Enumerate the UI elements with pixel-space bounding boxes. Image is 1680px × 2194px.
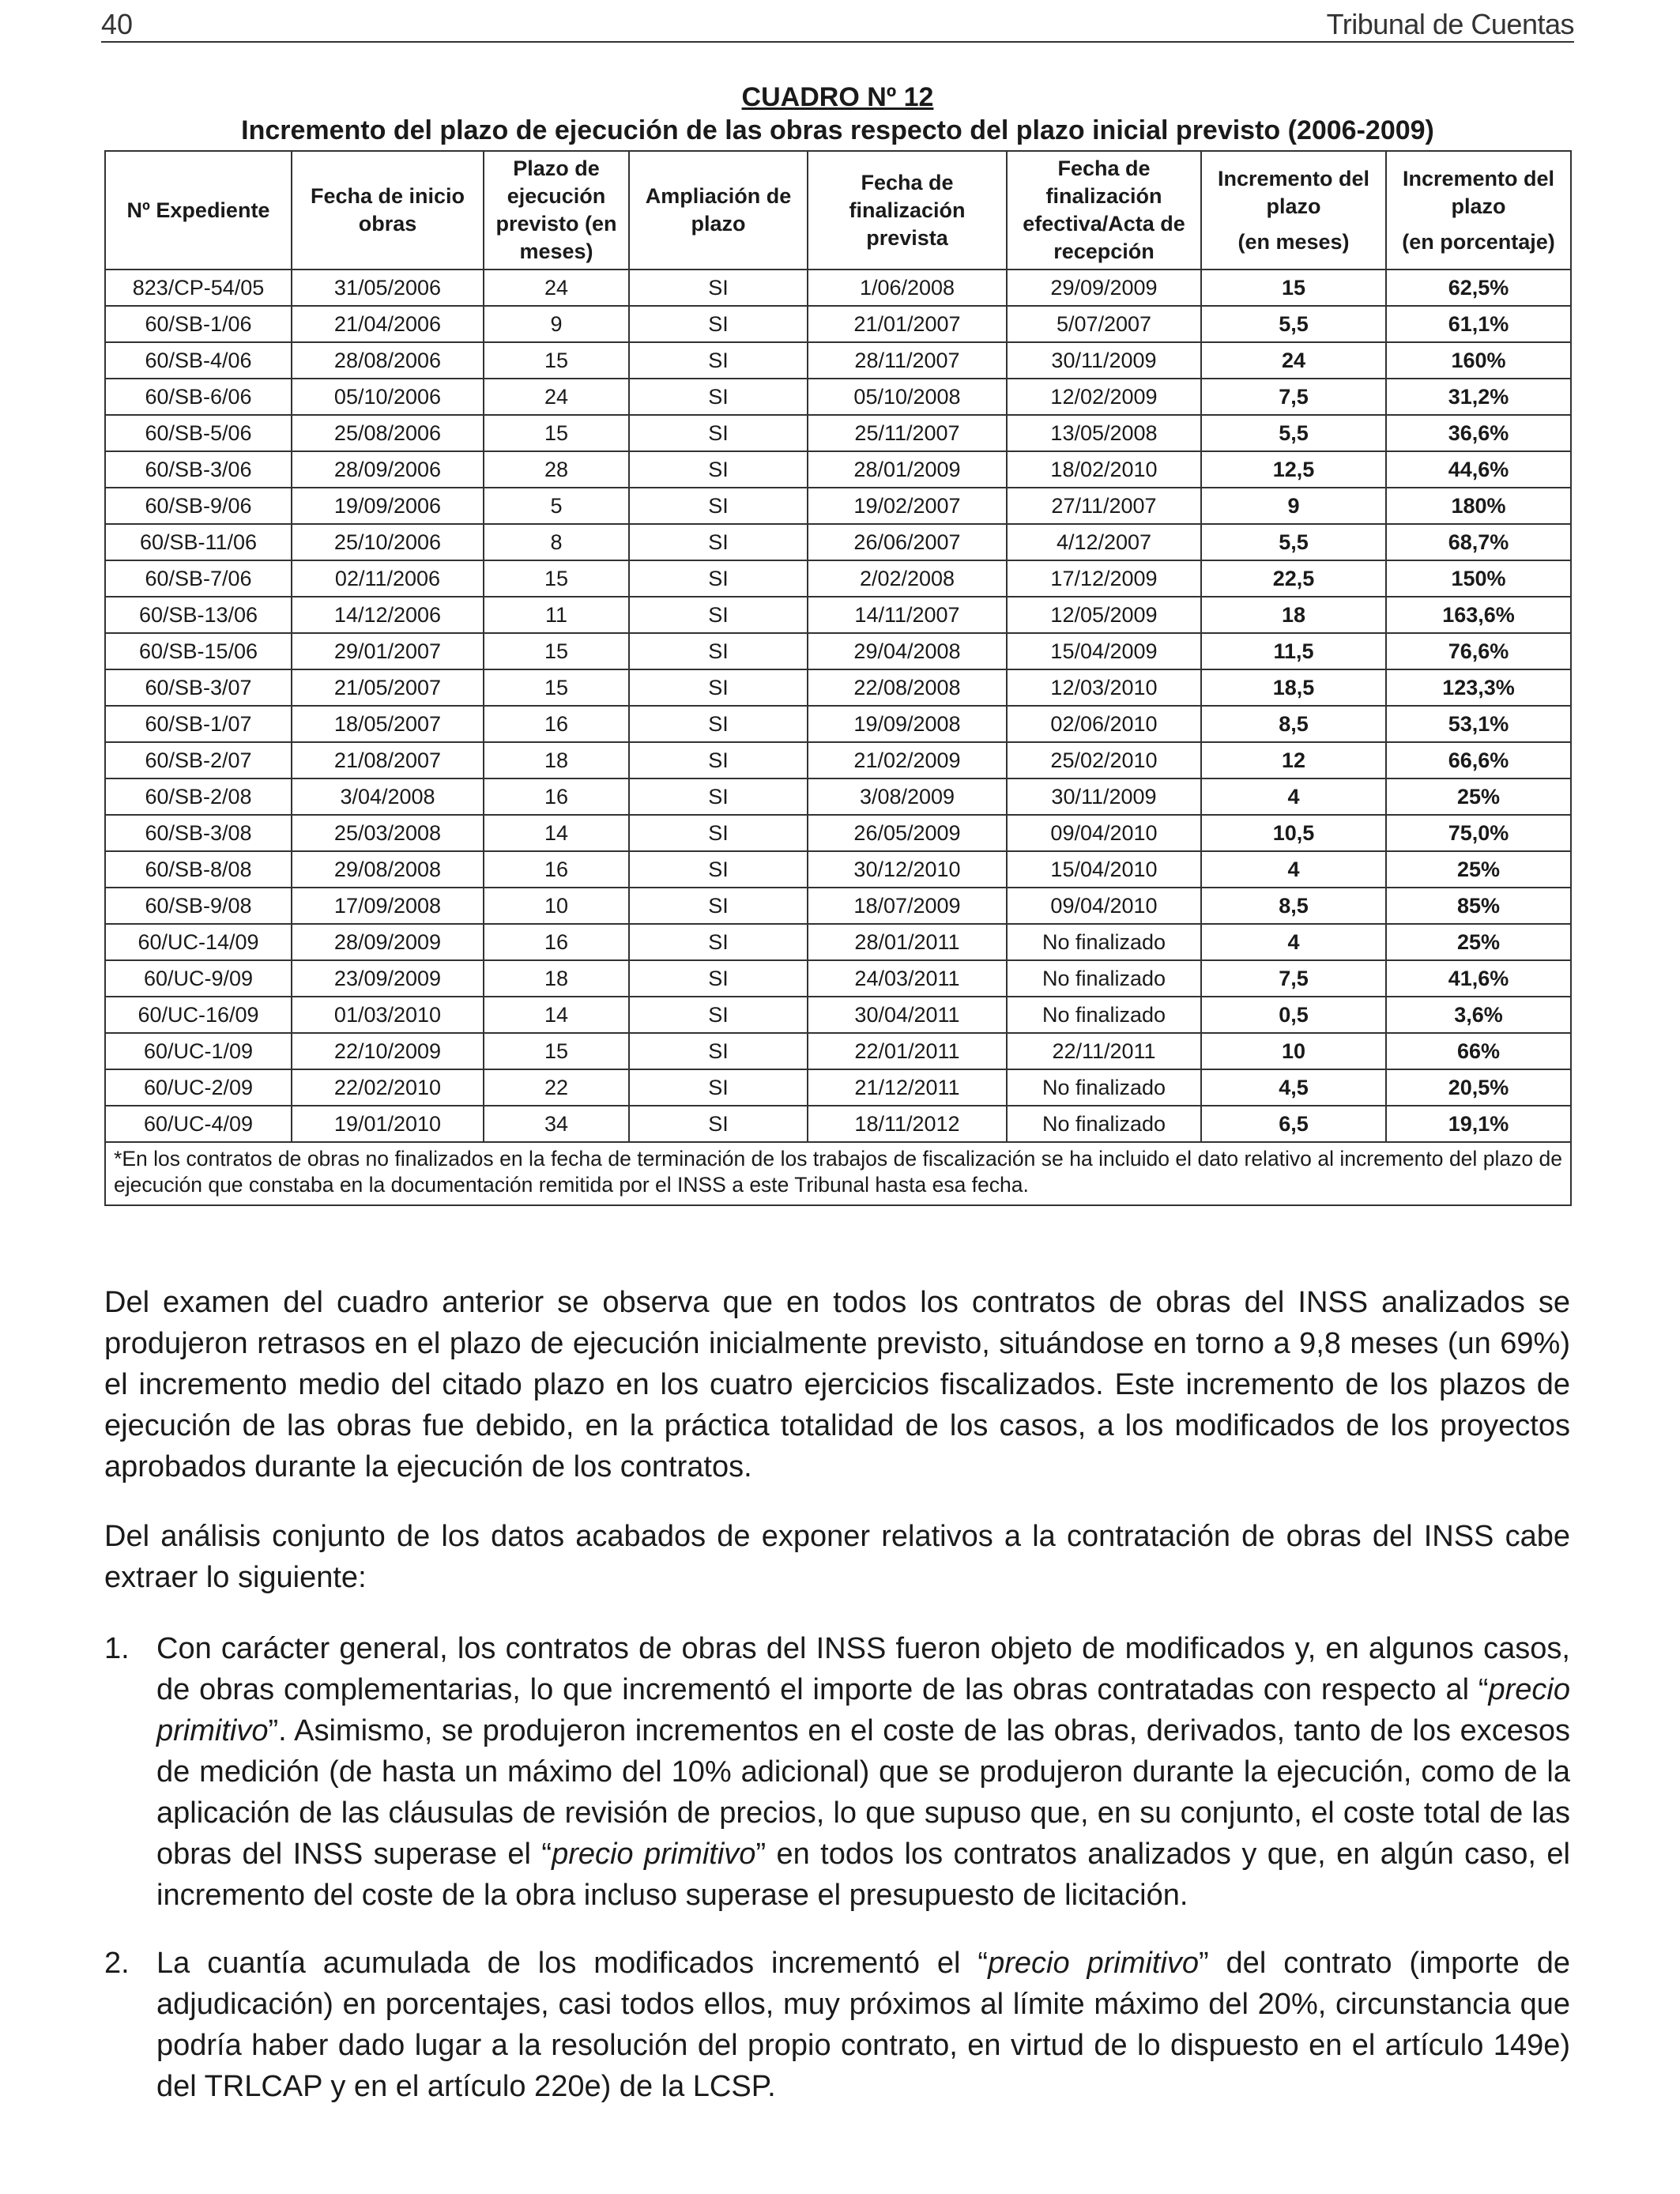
table-row <box>105 778 1571 815</box>
list-number: 2. <box>104 1947 130 1980</box>
table-row <box>105 706 1571 742</box>
table-cell: 28/01/2009 <box>808 451 1007 488</box>
table-cell: 28 <box>484 451 629 488</box>
table-cell: 25% <box>1386 924 1571 960</box>
table-cell: 29/09/2009 <box>1007 270 1201 306</box>
table-cell: 180% <box>1386 488 1571 524</box>
table-cell: 60/UC-1/09 <box>105 1033 292 1069</box>
table-cell: 25% <box>1386 851 1571 888</box>
column-header: Fecha de finalización prevista <box>808 151 1007 270</box>
table-cell: 15/04/2010 <box>1007 851 1201 888</box>
column-header-label: Incremento del plazo <box>1402 166 1555 218</box>
table-cell: 28/11/2007 <box>808 342 1007 379</box>
table-cell: 60/SB-13/06 <box>105 597 292 633</box>
table-cell: 12/02/2009 <box>1007 379 1201 415</box>
table-cell: SI <box>629 851 808 888</box>
table-cell: 12 <box>1201 742 1386 778</box>
table-cell: 10 <box>1201 1033 1386 1069</box>
table-cell: 29/08/2008 <box>292 851 484 888</box>
table-cell: 28/09/2006 <box>292 451 484 488</box>
table-cell: SI <box>629 742 808 778</box>
table-cell: SI <box>629 888 808 924</box>
table-number: CUADRO Nº 12 <box>741 82 934 112</box>
italic-term: precio primitivo <box>552 1838 756 1871</box>
table-cell: SI <box>629 488 808 524</box>
table-cell: 30/11/2009 <box>1007 778 1201 815</box>
table-cell: SI <box>629 706 808 742</box>
table-cell: 16 <box>484 924 629 960</box>
table-row <box>105 306 1571 342</box>
table-cell: 14 <box>484 997 629 1033</box>
table-cell: 5,5 <box>1201 524 1386 560</box>
table-cell: 60/UC-4/09 <box>105 1106 292 1142</box>
table-row <box>105 270 1571 306</box>
table-cell: No finalizado <box>1007 997 1201 1033</box>
table-cell: 28/08/2006 <box>292 342 484 379</box>
table-row <box>105 379 1571 415</box>
table-cell: 01/03/2010 <box>292 997 484 1033</box>
table-cell: 53,1% <box>1386 706 1571 742</box>
table-cell: SI <box>629 597 808 633</box>
table-cell: 60/SB-9/06 <box>105 488 292 524</box>
table-cell: 1/06/2008 <box>808 270 1007 306</box>
table-row <box>105 633 1571 669</box>
table-cell: 4 <box>1201 924 1386 960</box>
table-cell: 24 <box>484 379 629 415</box>
table-cell: 62,5% <box>1386 270 1571 306</box>
table-cell: 9 <box>484 306 629 342</box>
data-table <box>104 150 1572 1206</box>
table-cell: 28/01/2011 <box>808 924 1007 960</box>
table-cell: 22/01/2011 <box>808 1033 1007 1069</box>
table-cell: 36,6% <box>1386 415 1571 451</box>
table-cell: 5,5 <box>1201 415 1386 451</box>
table-cell: 25/08/2006 <box>292 415 484 451</box>
table-cell: 29/04/2008 <box>808 633 1007 669</box>
table-cell: 30/04/2011 <box>808 997 1007 1033</box>
running-header <box>101 5 1574 43</box>
table-row <box>105 1069 1571 1106</box>
table-cell: 14 <box>484 815 629 851</box>
table-cell: 19,1% <box>1386 1106 1571 1142</box>
list-text: Con carácter general, los contratos de obras del INSS fueron objeto de modificados y, en algunos casos, de obras complementarias, lo que incrementó el importe de las obras contratadas con respecto al “precio primitivo”. Asimismo, se produjeron incrementos en el coste de las obras, derivados, tanto de los excesos de medición (de hasta un máximo del 10% adicional) que se produjeron durante la ejecución, como de la aplicación de las cláusulas de revisión de precios, lo que supuso que, en su conjunto, el coste total de las obras del INSS superase el “precio primitivo” en todos los contratos analizados y que, en algún caso, el incremento del coste de la obra incluso superase el presupuesto de licitación. <box>156 1632 1570 1912</box>
table-cell: 16 <box>484 778 629 815</box>
table-cell: 19/01/2010 <box>292 1106 484 1142</box>
table-cell: 4 <box>1201 851 1386 888</box>
table-cell: SI <box>629 306 808 342</box>
table-row <box>105 597 1571 633</box>
table-cell: 66% <box>1386 1033 1571 1069</box>
column-header: Plazo de ejecución previsto (en meses) <box>484 151 629 270</box>
table-cell: 26/06/2007 <box>808 524 1007 560</box>
table-body <box>105 270 1571 1142</box>
table-cell: 60/SB-9/08 <box>105 888 292 924</box>
table-cell: 5,5 <box>1201 306 1386 342</box>
table-row <box>105 1106 1571 1142</box>
table-cell: 20,5% <box>1386 1069 1571 1106</box>
table-cell: 8 <box>484 524 629 560</box>
table-cell: 4,5 <box>1201 1069 1386 1106</box>
table-cell: SI <box>629 415 808 451</box>
italic-term: precio primitivo <box>988 1947 1199 1980</box>
table-cell: 5/07/2007 <box>1007 306 1201 342</box>
table-cell: 18 <box>1201 597 1386 633</box>
table-cell: 05/10/2006 <box>292 379 484 415</box>
table-cell: 31,2% <box>1386 379 1571 415</box>
table-cell: 19/09/2008 <box>808 706 1007 742</box>
table-cell: 09/04/2010 <box>1007 888 1201 924</box>
table-cell: 24 <box>484 270 629 306</box>
table-cell: 02/11/2006 <box>292 560 484 597</box>
table-cell: SI <box>629 815 808 851</box>
table-cell: SI <box>629 1069 808 1106</box>
table-cell: 19/02/2007 <box>808 488 1007 524</box>
table-cell: SI <box>629 560 808 597</box>
table-cell: SI <box>629 778 808 815</box>
table-cell: SI <box>629 633 808 669</box>
table-cell: 61,1% <box>1386 306 1571 342</box>
table-cell: 60/SB-3/08 <box>105 815 292 851</box>
table-row <box>105 815 1571 851</box>
table-cell: 09/04/2010 <box>1007 815 1201 851</box>
paragraph: Del análisis conjunto de los datos acabados de exponer relativos a la contratación de obras del INSS cabe extraer lo siguiente: <box>104 1520 1570 1594</box>
table-cell: 15 <box>484 342 629 379</box>
table-row <box>105 488 1571 524</box>
column-header: Fecha de finalización efectiva/Acta de recepción <box>1007 151 1201 270</box>
table-cell: 12/05/2009 <box>1007 597 1201 633</box>
table-cell: 17/12/2009 <box>1007 560 1201 597</box>
list-text: La cuantía acumulada de los modificados incrementó el “precio primitivo” del contrato (importe de adjudicación) en porcentajes, casi todos ellos, muy próximos al límite máximo del 20%, circunstancia que podría haber dado lugar a la resolución del propio contrato, en virtud de lo dispuesto en el artículo 149e) del TRLCAP y en el artículo 220e) de la LCSP. <box>156 1947 1570 2103</box>
list-item <box>104 1628 1570 1916</box>
table-cell: 15 <box>484 415 629 451</box>
table-cell: 24 <box>1201 342 1386 379</box>
column-header <box>1386 151 1571 270</box>
column-header: Fecha de inicio obras <box>292 151 484 270</box>
table-cell: SI <box>629 1033 808 1069</box>
paragraph: Del examen del cuadro anterior se observa que en todos los contratos de obras del INSS analizados se produjeron retrasos en el plazo de ejecución inicialmente previsto, situándose en torno a 9,8 meses (un 69%) el incremento medio del citado plazo en los cuatro ejercicios fiscalizados. Este incremento de los plazos de ejecución de las obras fue debido, en la práctica totalidad de los casos, a los modificados de los proyectos aprobados durante la ejecución de los contratos. <box>104 1286 1570 1483</box>
table-cell: 60/SB-15/06 <box>105 633 292 669</box>
table-cell: SI <box>629 270 808 306</box>
list-number: 1. <box>104 1632 130 1665</box>
table-cell: SI <box>629 1106 808 1142</box>
table-cell: 30/11/2009 <box>1007 342 1201 379</box>
table-cell: 76,6% <box>1386 633 1571 669</box>
table-cell: 26/05/2009 <box>808 815 1007 851</box>
table-row <box>105 451 1571 488</box>
table-cell: 22 <box>484 1069 629 1106</box>
table-cell: 160% <box>1386 342 1571 379</box>
column-unit: (en porcentaje) <box>1402 229 1555 254</box>
table-cell: 22/11/2011 <box>1007 1033 1201 1069</box>
table-cell: 68,7% <box>1386 524 1571 560</box>
table-cell: 60/SB-5/06 <box>105 415 292 451</box>
table-cell: 60/SB-1/06 <box>105 306 292 342</box>
table-cell: 18/07/2009 <box>808 888 1007 924</box>
table-cell: 18/02/2010 <box>1007 451 1201 488</box>
table-cell: SI <box>629 924 808 960</box>
table-cell: 14/12/2006 <box>292 597 484 633</box>
table-cell: 60/SB-2/07 <box>105 742 292 778</box>
table-cell: 15/04/2009 <box>1007 633 1201 669</box>
table-row <box>105 851 1571 888</box>
table-cell: 18/11/2012 <box>808 1106 1007 1142</box>
column-header-label: Incremento del plazo <box>1217 166 1370 218</box>
table-cell: 6,5 <box>1201 1106 1386 1142</box>
table-cell: 10,5 <box>1201 815 1386 851</box>
table-row <box>105 960 1571 997</box>
table-cell: 12,5 <box>1201 451 1386 488</box>
table-cell: 21/02/2009 <box>808 742 1007 778</box>
table-cell: 85% <box>1386 888 1571 924</box>
table-cell: 75,0% <box>1386 815 1571 851</box>
table-cell: 4 <box>1201 778 1386 815</box>
table-cell: SI <box>629 379 808 415</box>
table-cell: 21/05/2007 <box>292 669 484 706</box>
table-cell: 60/SB-8/08 <box>105 851 292 888</box>
table-cell: No finalizado <box>1007 960 1201 997</box>
table-cell: 31/05/2006 <box>292 270 484 306</box>
table-cell: 41,6% <box>1386 960 1571 997</box>
table-cell: 05/10/2008 <box>808 379 1007 415</box>
table-cell: 60/SB-3/07 <box>105 669 292 706</box>
table-row <box>105 342 1571 379</box>
table-cell: SI <box>629 997 808 1033</box>
table-cell: 12/03/2010 <box>1007 669 1201 706</box>
table-cell: 60/SB-7/06 <box>105 560 292 597</box>
table-row <box>105 560 1571 597</box>
italic-term: precio primitivo <box>156 1673 1570 1747</box>
table-cell: 17/09/2008 <box>292 888 484 924</box>
table-cell: 9 <box>1201 488 1386 524</box>
table-cell: 4/12/2007 <box>1007 524 1201 560</box>
table-cell: 60/SB-4/06 <box>105 342 292 379</box>
publisher-name: Tribunal de Cuentas <box>1326 8 1574 40</box>
table-cell: 29/01/2007 <box>292 633 484 669</box>
table-cell: 30/12/2010 <box>808 851 1007 888</box>
table-cell: 60/SB-2/08 <box>105 778 292 815</box>
table-cell: 7,5 <box>1201 379 1386 415</box>
table-cell: 18 <box>484 742 629 778</box>
table-cell: SI <box>629 451 808 488</box>
table-cell: 7,5 <box>1201 960 1386 997</box>
table-cell: 22,5 <box>1201 560 1386 597</box>
table-cell: 44,6% <box>1386 451 1571 488</box>
table-header-row <box>105 151 1571 270</box>
table-cell: 22/08/2008 <box>808 669 1007 706</box>
table-row <box>105 524 1571 560</box>
footnote-row <box>105 1142 1571 1205</box>
table-cell: No finalizado <box>1007 924 1201 960</box>
table-cell: 60/SB-1/07 <box>105 706 292 742</box>
table-cell: 11,5 <box>1201 633 1386 669</box>
column-header: Ampliación de plazo <box>629 151 808 270</box>
table-cell: 60/UC-16/09 <box>105 997 292 1033</box>
table-cell: 18/05/2007 <box>292 706 484 742</box>
table-row <box>105 669 1571 706</box>
table-cell: 21/04/2006 <box>292 306 484 342</box>
table-cell: 25/02/2010 <box>1007 742 1201 778</box>
table-cell: 23/09/2009 <box>292 960 484 997</box>
table-row <box>105 742 1571 778</box>
table-cell: 16 <box>484 706 629 742</box>
table-cell: 15 <box>484 669 629 706</box>
table-cell: 60/UC-14/09 <box>105 924 292 960</box>
table-cell: 15 <box>484 560 629 597</box>
table-cell: 28/09/2009 <box>292 924 484 960</box>
table-cell: 823/CP-54/05 <box>105 270 292 306</box>
table-cell: 66,6% <box>1386 742 1571 778</box>
table-cell: 25/11/2007 <box>808 415 1007 451</box>
table-cell: 25/03/2008 <box>292 815 484 851</box>
table-cell: 60/UC-2/09 <box>105 1069 292 1106</box>
table-cell: 150% <box>1386 560 1571 597</box>
table-cell: 27/11/2007 <box>1007 488 1201 524</box>
table-cell: 3/04/2008 <box>292 778 484 815</box>
table-cell: 10 <box>484 888 629 924</box>
table-footnote: *En los contratos de obras no finalizados en la fecha de terminación de los trabajos de fiscalización se ha incluido el dato relativo al incremento del plazo de ejecución que constaba en la documentación remitida por el INSS a este Tribunal hasta esa fecha. <box>105 1142 1571 1205</box>
table-cell: No finalizado <box>1007 1106 1201 1142</box>
table-cell: 19/09/2006 <box>292 488 484 524</box>
table-cell: 60/SB-6/06 <box>105 379 292 415</box>
table-cell: 2/02/2008 <box>808 560 1007 597</box>
column-header <box>1201 151 1386 270</box>
table-cell: 02/06/2010 <box>1007 706 1201 742</box>
table-cell: 15 <box>484 633 629 669</box>
table-cell: 5 <box>484 488 629 524</box>
table-cell: 24/03/2011 <box>808 960 1007 997</box>
table-cell: SI <box>629 524 808 560</box>
table-row <box>105 415 1571 451</box>
table-cell: 3,6% <box>1386 997 1571 1033</box>
table-cell: 163,6% <box>1386 597 1571 633</box>
table-cell: No finalizado <box>1007 1069 1201 1106</box>
table-cell: 60/SB-11/06 <box>105 524 292 560</box>
table-cell: 16 <box>484 851 629 888</box>
table-row <box>105 997 1571 1033</box>
column-unit: (en meses) <box>1237 229 1350 254</box>
table-cell: 15 <box>484 1033 629 1069</box>
table-row <box>105 1033 1571 1069</box>
table-cell: 0,5 <box>1201 997 1386 1033</box>
table-cell: 15 <box>1201 270 1386 306</box>
table-cell: SI <box>629 669 808 706</box>
table-cell: 21/12/2011 <box>808 1069 1007 1106</box>
table-cell: 18 <box>484 960 629 997</box>
table-cell: 34 <box>484 1106 629 1142</box>
table-cell: 60/UC-9/09 <box>105 960 292 997</box>
table-cell: 14/11/2007 <box>808 597 1007 633</box>
table-cell: 60/SB-3/06 <box>105 451 292 488</box>
table-cell: 13/05/2008 <box>1007 415 1201 451</box>
table-cell: 22/02/2010 <box>292 1069 484 1106</box>
table-cell: 3/08/2009 <box>808 778 1007 815</box>
table-cell: 8,5 <box>1201 706 1386 742</box>
table-cell: 18,5 <box>1201 669 1386 706</box>
table-row <box>105 888 1571 924</box>
table-cell: 123,3% <box>1386 669 1571 706</box>
column-header: Nº Expediente <box>105 151 292 270</box>
page-number: 40 <box>101 8 134 40</box>
table-cell: 22/10/2009 <box>292 1033 484 1069</box>
table-cell: SI <box>629 342 808 379</box>
table-cell: SI <box>629 960 808 997</box>
table-cell: 21/08/2007 <box>292 742 484 778</box>
table-title: Incremento del plazo de ejecución de las obras respecto del plazo inicial previsto (2006-2009) <box>241 115 1434 145</box>
table-cell: 11 <box>484 597 629 633</box>
list-item <box>104 1943 1570 2107</box>
table-cell: 8,5 <box>1201 888 1386 924</box>
table-row <box>105 924 1571 960</box>
table-cell: 21/01/2007 <box>808 306 1007 342</box>
table-cell: 25% <box>1386 778 1571 815</box>
table-cell: 25/10/2006 <box>292 524 484 560</box>
